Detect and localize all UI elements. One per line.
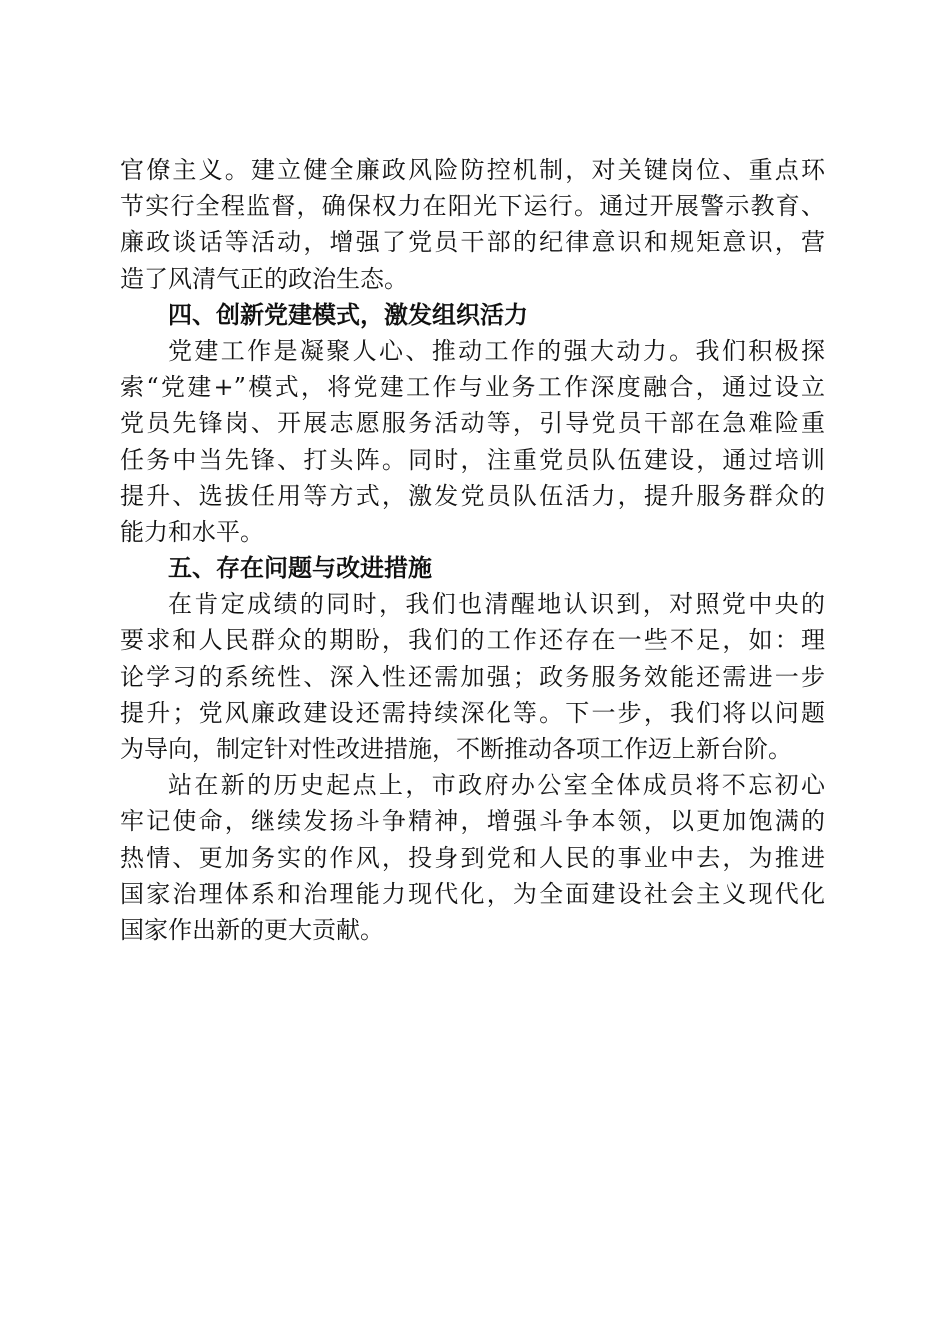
paragraph-line: 能力和水平。 [120, 517, 264, 546]
paragraph-line: 党员先锋岗、开展志愿服务活动等，引导党员干部在急难险重 [120, 409, 825, 438]
paragraph-line: 牢记使命，继续发扬斗争精神，增强斗争本领，以更加饱满的 [120, 807, 825, 836]
paragraph-line: 在肯定成绩的同时，我们也清醒地认识到，对照党中央的 [168, 590, 825, 619]
section-heading: 四、创新党建模式，激发组织活力 [168, 300, 528, 329]
paragraph-line: 国家治理体系和治理能力现代化，为全面建设社会主义现代化 [120, 879, 825, 908]
paragraph-line: 索“党建+”模式，将党建工作与业务工作深度融合，通过设立 [120, 373, 825, 402]
document-body [120, 152, 825, 948]
paragraph-line: 党建工作是凝聚人心、推动工作的强大动力。我们积极探 [168, 336, 825, 365]
paragraph-line: 为导向，制定针对性改进措施，不断推动各项工作迈上新台阶。 [120, 735, 792, 763]
paragraph-line: 要求和人民群众的期盼，我们的工作还存在一些不足，如：理 [120, 626, 825, 655]
paragraph-line: 站在新的历史起点上，市政府办公室全体成员将不忘初心 [168, 771, 825, 800]
paragraph-line: 提升、选拔任用等方式，激发党员队伍活力，提升服务群众的 [120, 481, 825, 510]
paragraph-line: 任务中当先锋、打头阵。同时，注重党员队伍建设，通过培训 [120, 445, 825, 474]
paragraph-line: 热情、更加务实的作风，投身到党和人民的事业中去，为推进 [120, 843, 825, 872]
paragraph-line: 官僚主义。建立健全廉政风险防控机制，对关键岗位、重点环 [120, 156, 825, 184]
paragraph-line: 论学习的系统性、深入性还需加强；政务服务效能还需进一步 [120, 662, 825, 691]
paragraph-line: 造了风清气正的政治生态。 [120, 264, 408, 293]
paragraph-line: 节实行全程监督，确保权力在阳光下运行。通过开展警示教育、 [120, 192, 825, 221]
section-heading: 五、存在问题与改进措施 [168, 554, 432, 583]
paragraph-line: 廉政谈话等活动，增强了党员干部的纪律意识和规矩意识，营 [120, 228, 825, 257]
paragraph-line: 提升；党风廉政建设还需持续深化等。下一步，我们将以问题 [120, 698, 825, 727]
paragraph-line: 国家作出新的更大贡献。 [120, 915, 384, 944]
